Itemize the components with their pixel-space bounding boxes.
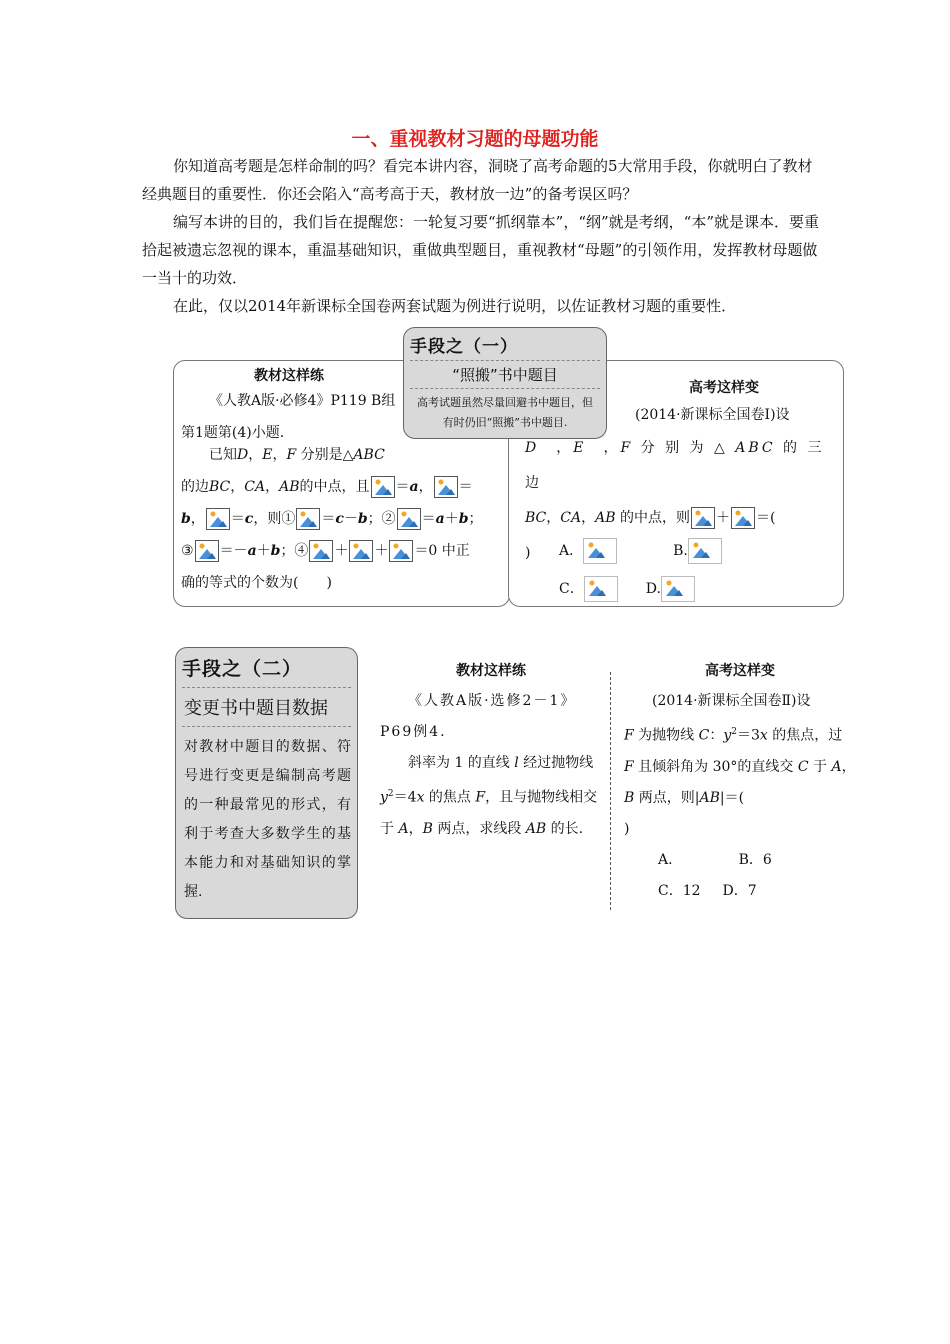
vector-image-icon bbox=[661, 576, 695, 602]
exam-heading: 高考这样变 bbox=[689, 380, 759, 396]
vector-image-icon bbox=[583, 538, 617, 564]
exam-heading: 高考这样变 bbox=[705, 663, 775, 679]
exam-problem-1: D ，E ，F 分 别 为 △ ABC 的 三 边 BC，CA，AB 的中点，则 ＋ ＝( ) bbox=[525, 440, 825, 561]
option-c: C．12 bbox=[658, 882, 701, 899]
option-d: D. bbox=[645, 581, 661, 597]
intro-paragraph-1: 你知道高考题是怎样命制的吗？看完本讲内容，洞晓了高考命题的5大常用手段，你就明白了教材经典题目的重要性．你还会陷入“高考高于天，教材放一边”的备考误区吗？ bbox=[142, 157, 813, 203]
textbook-source: 《人教A版·必修4》P119 B组第1题第(4)小题. bbox=[181, 393, 396, 441]
intro-paragraph-2: 编写本讲的目的，我们旨在提醒您：一轮复习要“抓纲靠本”，“纲”就是考纲，“本”就是课本．要重拾起被遗忘忽视的课本，重温基础知识，重做典型题目，重视教材“母题”的引领作用，发挥教材母题做一当十的功效． bbox=[142, 213, 820, 287]
badge-subtitle: “照搬”书中题目 bbox=[410, 361, 600, 389]
exam-box-2 bbox=[624, 660, 856, 907]
vector-image-icon bbox=[434, 476, 458, 498]
vector-image-icon bbox=[691, 507, 715, 529]
intro-text bbox=[142, 152, 822, 320]
option-b: B. bbox=[673, 543, 688, 559]
vector-image-icon bbox=[731, 507, 755, 529]
option-a: A. bbox=[658, 851, 673, 868]
vector-image-icon bbox=[688, 538, 722, 564]
vector-image-icon bbox=[296, 508, 320, 530]
badge-description: 对教材中题目的数据、符号进行变更是编制高考题的一种最常见的形式，有利于考查大多数学生的基本能力和对基础知识的掌握. bbox=[184, 739, 351, 900]
vector-image-icon bbox=[389, 540, 413, 562]
badge-description: 高考试题虽然尽量回避书中题目，但有时仍旧“照搬”书中题目. bbox=[417, 396, 593, 429]
vector-image-icon bbox=[371, 476, 395, 498]
textbook-heading: 教材这样练 bbox=[254, 368, 324, 384]
option-c: C． bbox=[559, 581, 584, 597]
textbook-problem-2: 《人教A版·选修2－1》P69例4. 斜率为 1 的直线 l 经过抛物线 $y^2=4x$ 的焦点 F，且与抛物线相交于 A，B 两点，求线段 AB 的长. bbox=[380, 693, 598, 837]
vector-image-icon bbox=[584, 576, 618, 602]
vector-image-icon bbox=[349, 540, 373, 562]
method-badge-1 bbox=[403, 327, 607, 439]
intro-paragraph-3: 在此，仅以2014年新课标全国卷两套试题为例进行说明，以佐证教材习题的重要性． bbox=[173, 297, 737, 315]
vector-image-icon bbox=[397, 508, 421, 530]
page-title: 一、重视教材习题的母题功能 bbox=[351, 128, 599, 150]
option-a: A． bbox=[559, 543, 584, 559]
badge-title: 手段之（一） bbox=[410, 332, 600, 361]
exam-source: (2014·新课标全国卷Ⅰ)设 bbox=[635, 407, 790, 423]
option-d: D．7 bbox=[722, 882, 757, 899]
exam-problem-2: (2014·新课标全国卷Ⅱ)设 F 为抛物线 C：$y^2=3x$ 的焦点，过 F 且倾斜角为 30°的直线交 C 于 A，B 两点，则|AB|＝( ) A. B．6 C．12 D．7 bbox=[624, 693, 856, 899]
option-b: B．6 bbox=[738, 851, 772, 868]
badge-title: 手段之（二） bbox=[182, 654, 351, 688]
textbook-heading: 教材这样练 bbox=[456, 663, 526, 679]
badge-subtitle: 变更书中题目数据 bbox=[182, 688, 351, 727]
exam-options-1 bbox=[559, 535, 839, 605]
column-divider bbox=[610, 672, 611, 910]
method-badge-2 bbox=[175, 647, 358, 919]
vector-image-icon bbox=[195, 540, 219, 562]
textbook-box-2 bbox=[380, 660, 602, 845]
textbook-problem-1: 已知D，E，F 分别是△ABC 的边BC，CA，AB的中点，且 ＝a， ＝ b， ＝c，则① ＝c－b；② ＝a＋b； ③ ＝－a＋b；④ ＋ ＋ ＝0 中正 确的等式的个数为( ) bbox=[181, 447, 483, 591]
vector-image-icon bbox=[206, 508, 230, 530]
vector-image-icon bbox=[309, 540, 333, 562]
